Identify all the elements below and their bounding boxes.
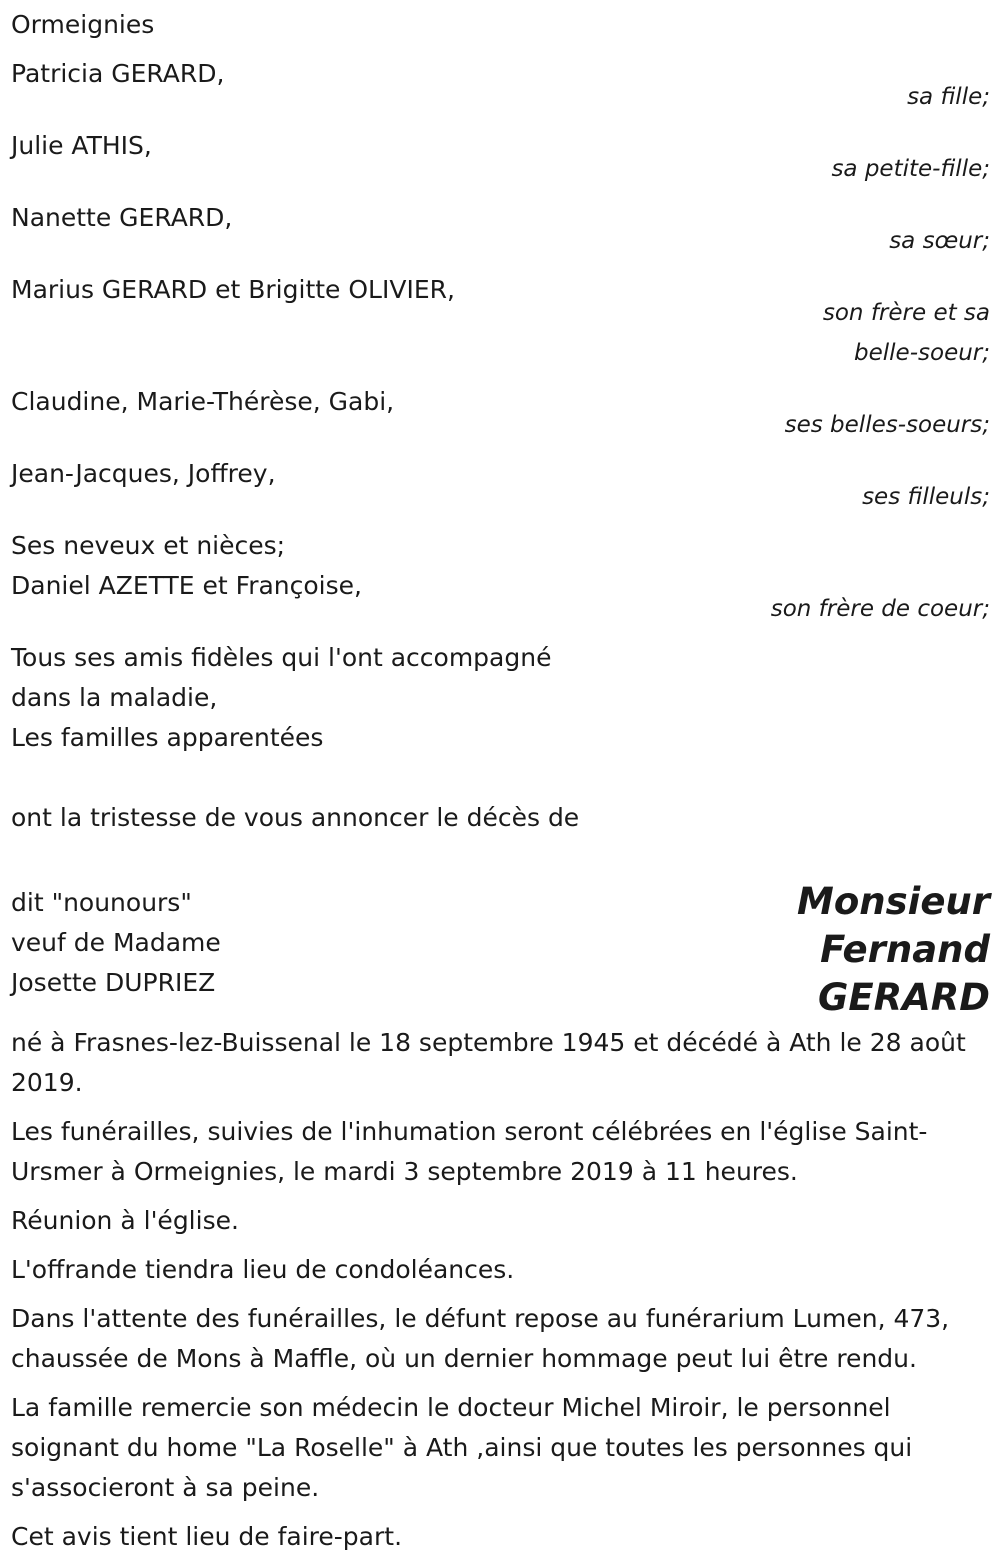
family-entry: [11, 54, 990, 117]
family-member-name: Daniel AZETTE et Françoise,: [11, 571, 362, 600]
friends-line: Les familles apparentées: [11, 723, 324, 752]
family-entry: [11, 270, 990, 373]
paragraph: La famille remercie son médecin le docteur Michel Miroir, le personnel soignant du home "La Roselle" à Ath ,ainsi que toutes les personnes qui s'associeront à sa peine.: [11, 1393, 913, 1502]
family-member-role: ses belles-soeurs;: [784, 412, 990, 438]
paragraph: Cet avis tient lieu de faire-part.: [11, 1522, 403, 1551]
family-entry: [11, 126, 990, 189]
family-member-name: Jean-Jacques, Joffrey,: [11, 459, 276, 488]
paragraph: Réunion à l'église.: [11, 1206, 239, 1235]
friends-line: Tous ses amis fidèles qui l'ont accompagné: [11, 643, 552, 672]
family-member-role: sa fille;: [907, 84, 990, 110]
deceased-details: [11, 883, 221, 1003]
friends-line: dans la maladie,: [11, 683, 218, 712]
family-member-role: belle-soeur;: [854, 340, 990, 366]
obituary-notice: [11, 5, 990, 1566]
family-entry: [11, 454, 990, 517]
announcement: ont la tristesse de vous annoncer le décès de: [11, 803, 580, 832]
deceased-block: [11, 878, 990, 1023]
locality: Ormeignies: [11, 10, 155, 39]
family-member-role: son frère de coeur;: [770, 596, 990, 622]
family-member-name: Julie ATHIS,: [11, 131, 152, 160]
family-member-name: Claudine, Marie-Thérèse, Gabi,: [11, 387, 395, 416]
deceased-detail: veuf de Madame: [11, 928, 221, 957]
deceased-detail: Josette DUPRIEZ: [11, 968, 216, 997]
paragraph: L'offrande tiendra lieu de condoléances.: [11, 1255, 515, 1284]
deceased-detail: dit "nounours": [11, 888, 192, 917]
family-member-name: Patricia GERARD,: [11, 59, 225, 88]
nephews-line: Ses neveux et nièces;: [11, 531, 286, 560]
family-member-role: sa sœur;: [889, 228, 990, 254]
paragraph: Les funérailles, suivies de l'inhumation seront célébrées en l'église Saint-Ursmer à Ormeignies, le mardi 3 septembre 2019 à 11 heures.: [11, 1117, 928, 1186]
deceased-name-line: Monsieur: [797, 880, 990, 923]
family-member-name: Nanette GERARD,: [11, 203, 233, 232]
family-entry: [11, 198, 990, 261]
deceased-name-line: Fernand: [820, 928, 990, 971]
deceased-name-line: GERARD: [818, 976, 990, 1019]
paragraph: Dans l'attente des funérailles, le défunt repose au funérarium Lumen, 473, chaussée de Mons à Maffle, où un dernier hommage peut lui être rendu.: [11, 1304, 950, 1373]
family-entry: [11, 382, 990, 445]
family-member-name: Marius GERARD et Brigitte OLIVIER,: [11, 275, 455, 304]
family-member-role: sa petite-fille;: [831, 156, 990, 182]
paragraph: né à Frasnes-lez-Buissenal le 18 septembre 1945 et décédé à Ath le 28 août 2019.: [11, 1028, 966, 1097]
family-member-role: son frère et sa: [822, 300, 990, 326]
deceased-name: [797, 878, 990, 1022]
family-entry: [11, 566, 990, 629]
family-member-role: ses filleuls;: [862, 484, 990, 510]
